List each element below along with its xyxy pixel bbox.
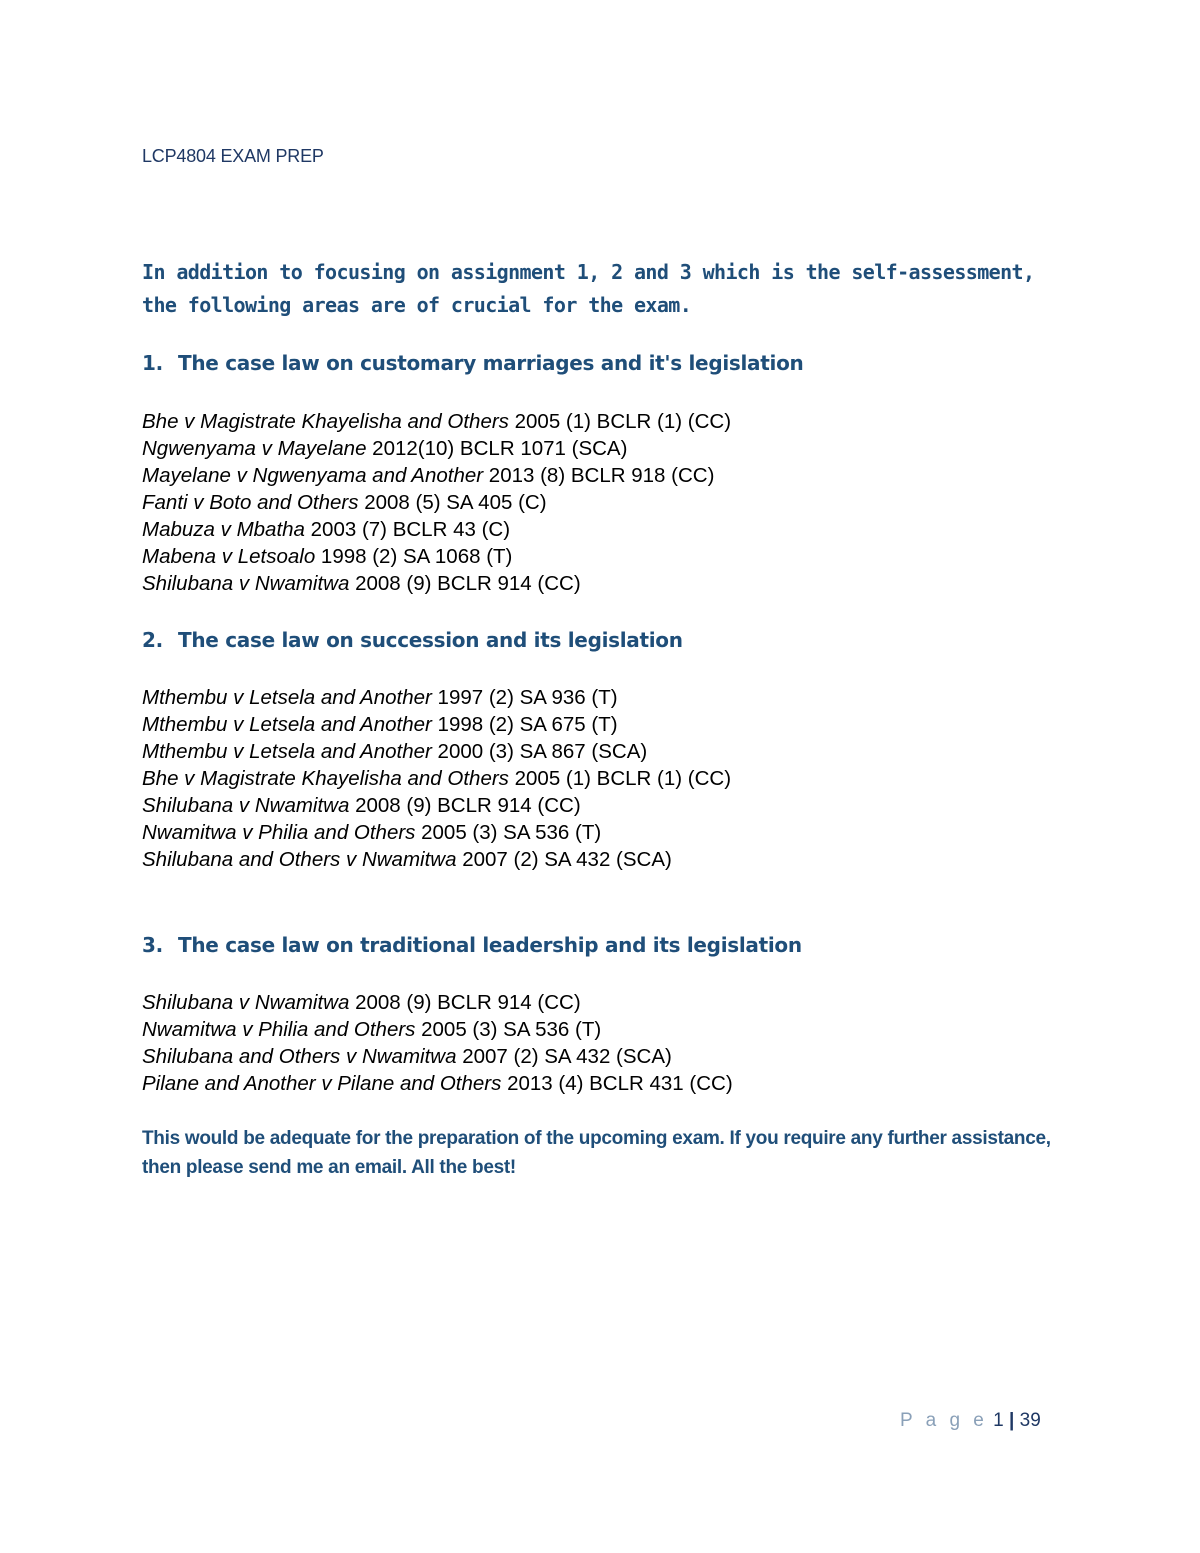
case-item — [142, 792, 731, 819]
section-number: 1. — [142, 351, 163, 375]
case-item — [142, 738, 731, 765]
case-citation: 2013 (4) BCLR 431 (CC) — [501, 1072, 733, 1095]
document-title: LCP4804 EXAM PREP — [142, 146, 324, 166]
intro-paragraph: In addition to focusing on assignment 1, 2 and 3 which is the self-assessment, the following areas are of crucial for the exam. — [142, 260, 1035, 317]
case-citation: 2000 (3) SA 867 (SCA) — [431, 740, 648, 763]
section-number: 2. — [142, 628, 163, 652]
total-pages: 39 — [1019, 1410, 1041, 1431]
section-heading-traditional-leadership — [142, 933, 802, 957]
case-citation: 1998 (2) SA 1068 (T) — [315, 545, 513, 568]
section-number: 3. — [142, 933, 163, 957]
case-item — [142, 570, 731, 597]
section-title: The case law on traditional leadership and its legislation — [178, 933, 802, 957]
case-name: Nwamitwa v Philia and Others — [142, 1018, 416, 1041]
case-item — [142, 989, 733, 1016]
case-citation: 2005 (3) SA 536 (T) — [415, 1018, 602, 1041]
case-citation: 2008 (9) BCLR 914 (CC) — [349, 572, 581, 595]
case-name: Mthembu v Letsela and Another — [142, 686, 432, 709]
case-citation: 2005 (1) BCLR (1) (CC) — [508, 767, 732, 790]
case-list-customary-marriages — [142, 408, 731, 597]
page-separator: | — [1009, 1410, 1015, 1431]
section-title: The case law on succession and its legislation — [178, 628, 683, 652]
case-citation: 2005 (1) BCLR (1) (CC) — [508, 410, 732, 433]
case-citation: 2013 (8) BCLR 918 (CC) — [483, 464, 715, 487]
case-name: Mabena v Letsoalo — [142, 545, 316, 568]
page-label: P a g e — [900, 1410, 988, 1431]
case-item — [142, 435, 731, 462]
case-name: Pilane and Another v Pilane and Others — [142, 1072, 502, 1095]
case-name: Shilubana and Others v Nwamitwa — [142, 1045, 457, 1068]
case-name: Shilubana v Nwamitwa — [142, 572, 350, 595]
case-name: Bhe v Magistrate Khayelisha and Others — [142, 767, 509, 790]
case-item — [142, 543, 731, 570]
closing-paragraph: This would be adequate for the preparation of the upcoming exam. If you require any further assistance, then please send me an email. All the best! — [142, 1128, 1051, 1178]
case-name: Shilubana v Nwamitwa — [142, 794, 350, 817]
case-citation: 1997 (2) SA 936 (T) — [431, 686, 618, 709]
case-item — [142, 408, 731, 435]
case-citation: 2012(10) BCLR 1071 (SCA) — [366, 437, 628, 460]
page-footer — [900, 1410, 1041, 1432]
case-item — [142, 1043, 733, 1070]
case-item — [142, 489, 731, 516]
case-citation: 2008 (9) BCLR 914 (CC) — [349, 794, 581, 817]
case-item — [142, 462, 731, 489]
section-heading-succession — [142, 628, 683, 652]
case-item — [142, 516, 731, 543]
case-list-succession — [142, 684, 731, 873]
case-citation: 2007 (2) SA 432 (SCA) — [456, 848, 672, 871]
case-item — [142, 1070, 733, 1097]
section-heading-customary-marriages — [142, 351, 803, 375]
case-name: Mthembu v Letsela and Another — [142, 713, 432, 736]
case-name: Shilubana v Nwamitwa — [142, 991, 350, 1014]
case-name: Ngwenyama v Mayelane — [142, 437, 367, 460]
case-name: Fanti v Boto and Others — [142, 491, 359, 514]
case-citation: 2008 (5) SA 405 (C) — [358, 491, 547, 514]
case-citation: 2005 (3) SA 536 (T) — [415, 821, 602, 844]
case-item — [142, 846, 731, 873]
case-name: Mabuza v Mbatha — [142, 518, 305, 541]
case-item — [142, 765, 731, 792]
case-name: Nwamitwa v Philia and Others — [142, 821, 416, 844]
case-item — [142, 819, 731, 846]
case-name: Shilubana and Others v Nwamitwa — [142, 848, 457, 871]
case-citation: 1998 (2) SA 675 (T) — [431, 713, 618, 736]
case-citation: 2008 (9) BCLR 914 (CC) — [349, 991, 581, 1014]
case-citation: 2007 (2) SA 432 (SCA) — [456, 1045, 672, 1068]
page-number: 1 — [993, 1410, 1004, 1431]
case-name: Mayelane v Ngwenyama and Another — [142, 464, 484, 487]
case-citation: 2003 (7) BCLR 43 (C) — [304, 518, 511, 541]
case-item — [142, 711, 731, 738]
case-name: Mthembu v Letsela and Another — [142, 740, 432, 763]
case-name: Bhe v Magistrate Khayelisha and Others — [142, 410, 509, 433]
case-item — [142, 1016, 733, 1043]
case-item — [142, 684, 731, 711]
section-title: The case law on customary marriages and it's legislation — [178, 351, 804, 375]
case-list-traditional-leadership — [142, 989, 733, 1097]
